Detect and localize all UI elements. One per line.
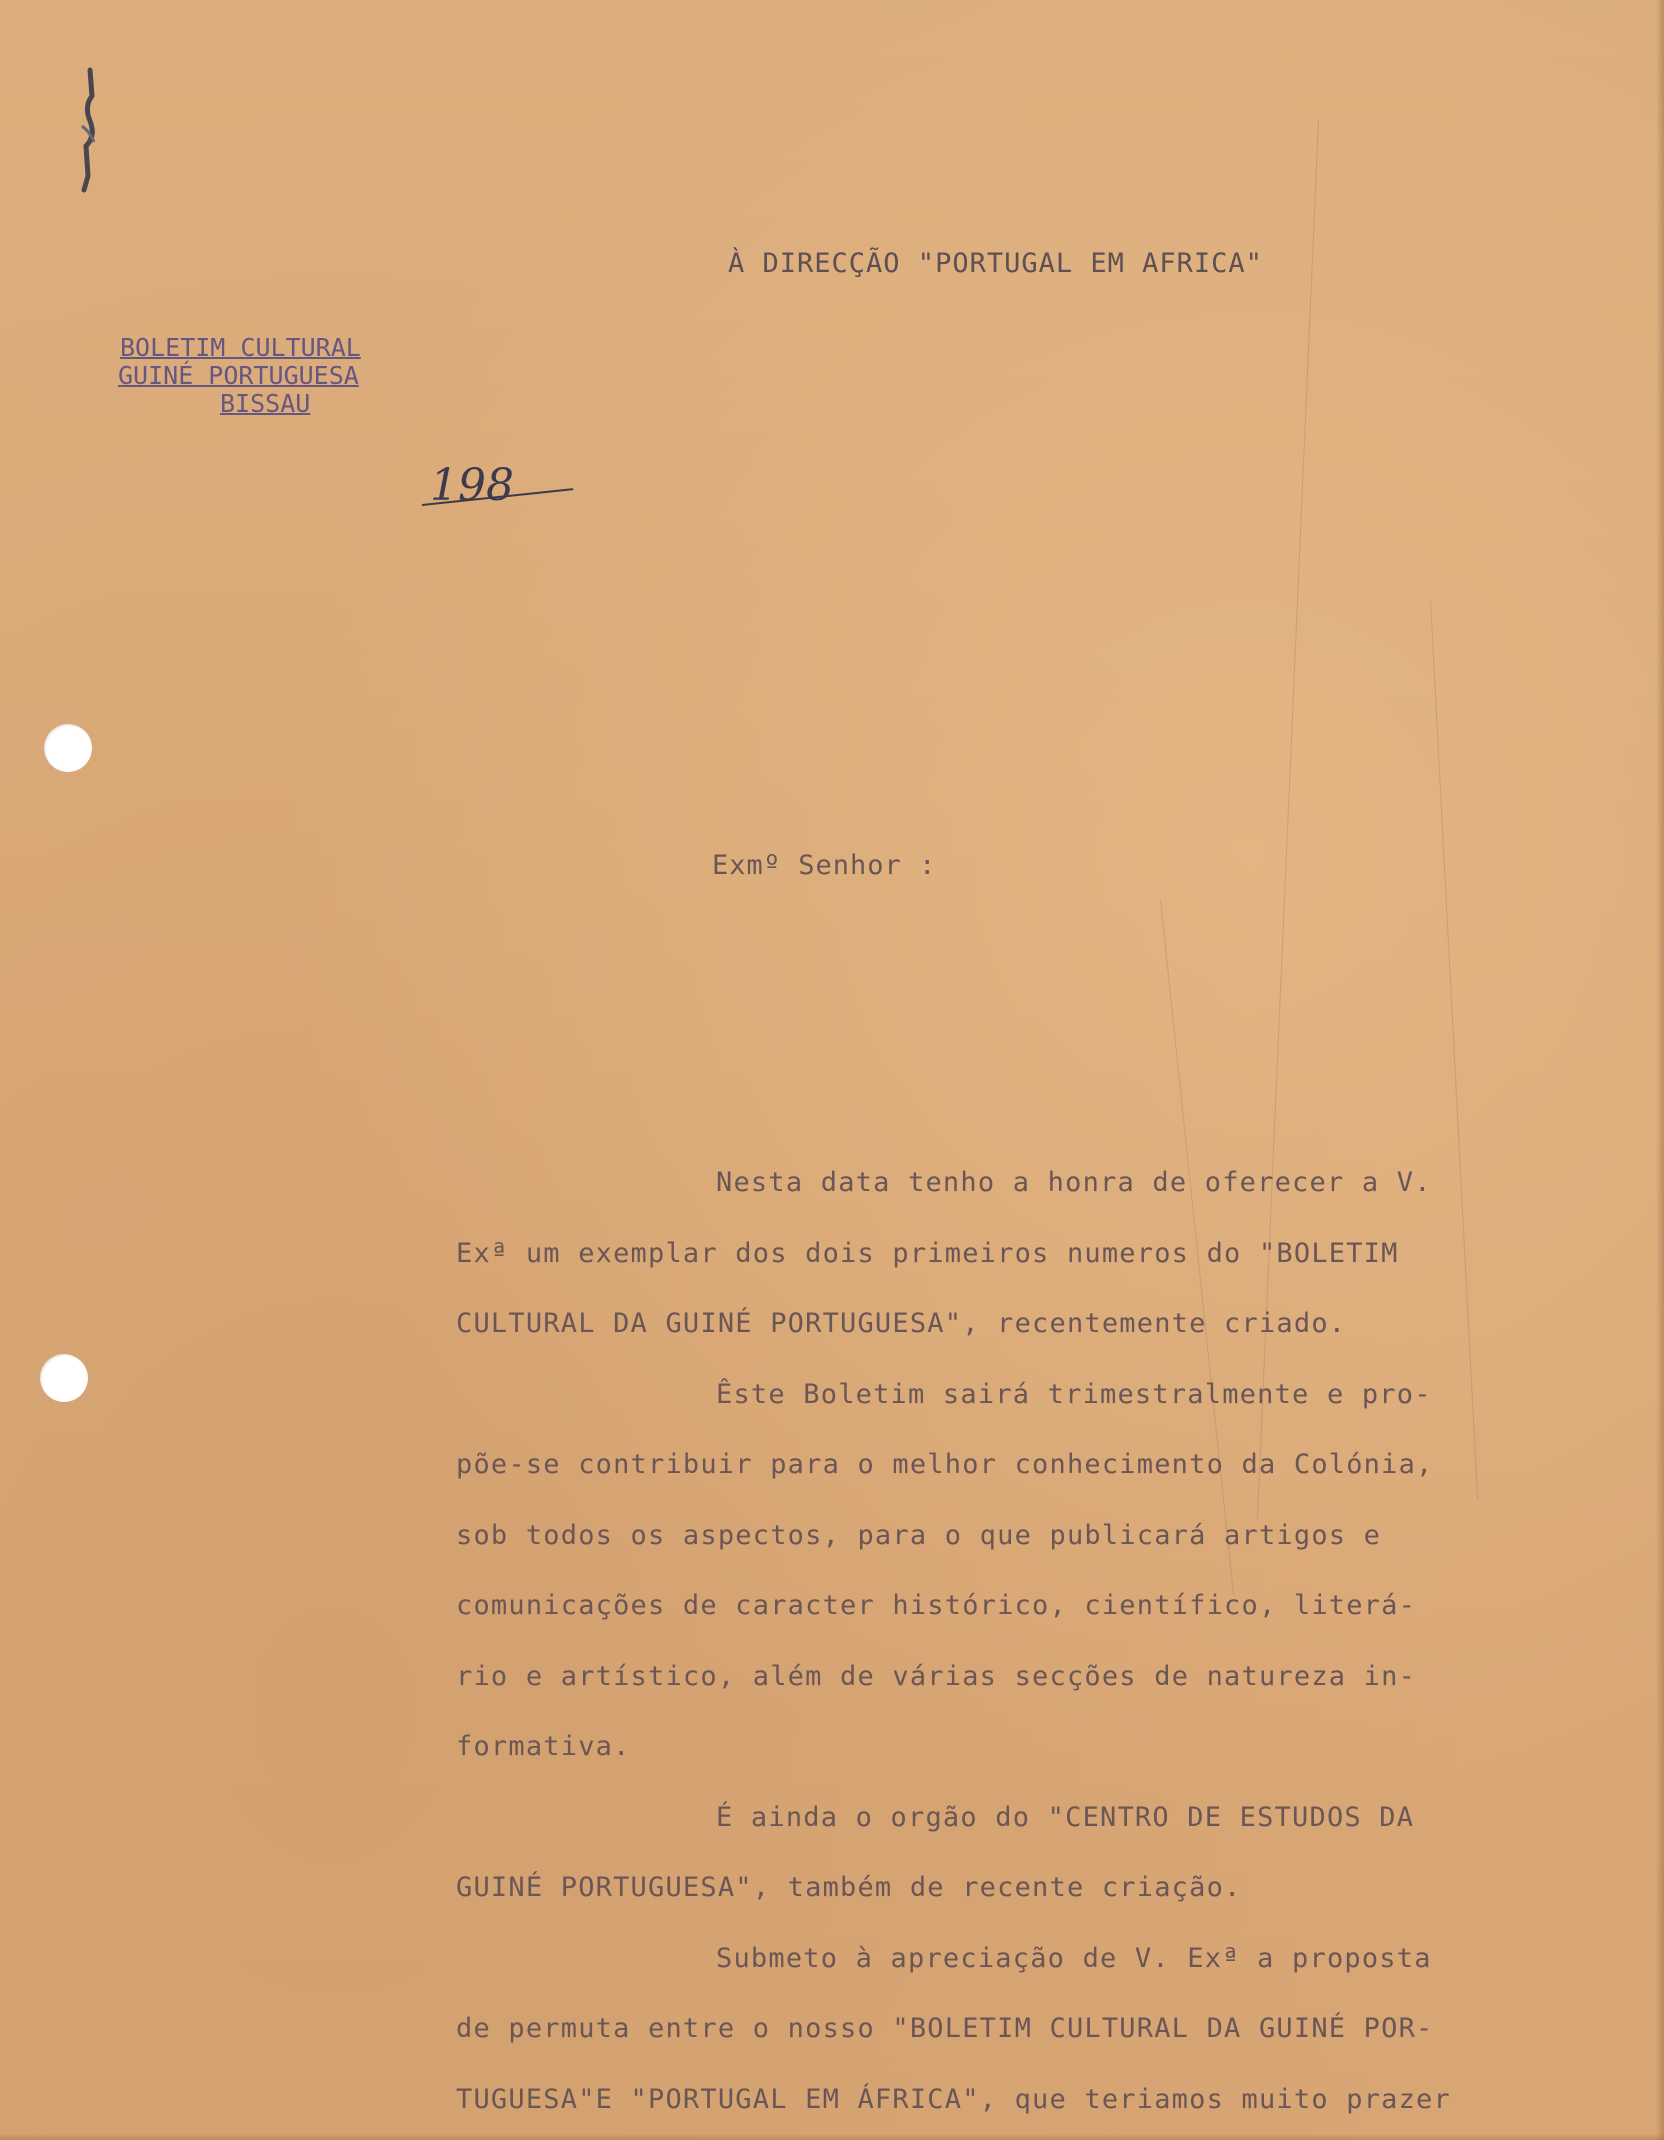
- body-line: rio e artístico, além de várias secções de natureza in-: [456, 1660, 1417, 1692]
- staple-mark-icon: [74, 66, 104, 196]
- body-line: formativa.: [456, 1731, 631, 1762]
- body-line: Exª um exemplar dos dois primeiros numeros do "BOLETIM: [456, 1237, 1399, 1269]
- stamp-line-3: BISSAU: [220, 389, 311, 418]
- body-line: Êste Boletim sairá trimestralmente e pro-: [716, 1378, 1432, 1410]
- punch-hole-upper: [44, 724, 92, 772]
- stamp-line-2: GUINÉ PORTUGUESA: [118, 361, 359, 390]
- salutation: Exmº Senhor :: [712, 850, 937, 881]
- body-line: de permuta entre o nosso "BOLETIM CULTURAL DA GUINÉ POR-: [456, 2013, 1434, 2044]
- punch-hole-lower: [40, 1354, 88, 1402]
- handwritten-reference-number: 198: [430, 460, 514, 511]
- body-line: põe-se contribuir para o melhor conhecimento da Colónia,: [456, 1449, 1434, 1480]
- body-line: sob todos os aspectos, para o que publicará artigos e: [456, 1519, 1382, 1551]
- body-line: GUINÉ PORTUGUESA", também de recente criação.: [456, 1872, 1242, 1903]
- letter-body: [456, 1148, 1596, 2135]
- body-line: comunicações de caracter histórico, científico, literá-: [456, 1590, 1417, 1621]
- paper-edge-right: [1656, 0, 1664, 2140]
- body-line: É ainda o orgão do "CENTRO DE ESTUDOS DA: [716, 1801, 1415, 1833]
- body-line: Nesta data tenho a honra de oferecer a V.: [716, 1167, 1432, 1198]
- stamp-line-1: BOLETIM CULTURAL: [120, 333, 361, 362]
- body-line: CULTURAL DA GUINÉ PORTUGUESA", recentemente criado.: [456, 1308, 1347, 1339]
- institution-stamp: [114, 334, 454, 418]
- body-line: Submeto à apreciação de V. Exª a proposta: [716, 1942, 1432, 1974]
- addressee-line: À DIRECÇÃO "PORTUGAL EM AFRICA": [728, 248, 1263, 279]
- body-line: TUGUESA"E "PORTUGAL EM ÁFRICA", que teriamos muito prazer: [456, 2083, 1451, 2115]
